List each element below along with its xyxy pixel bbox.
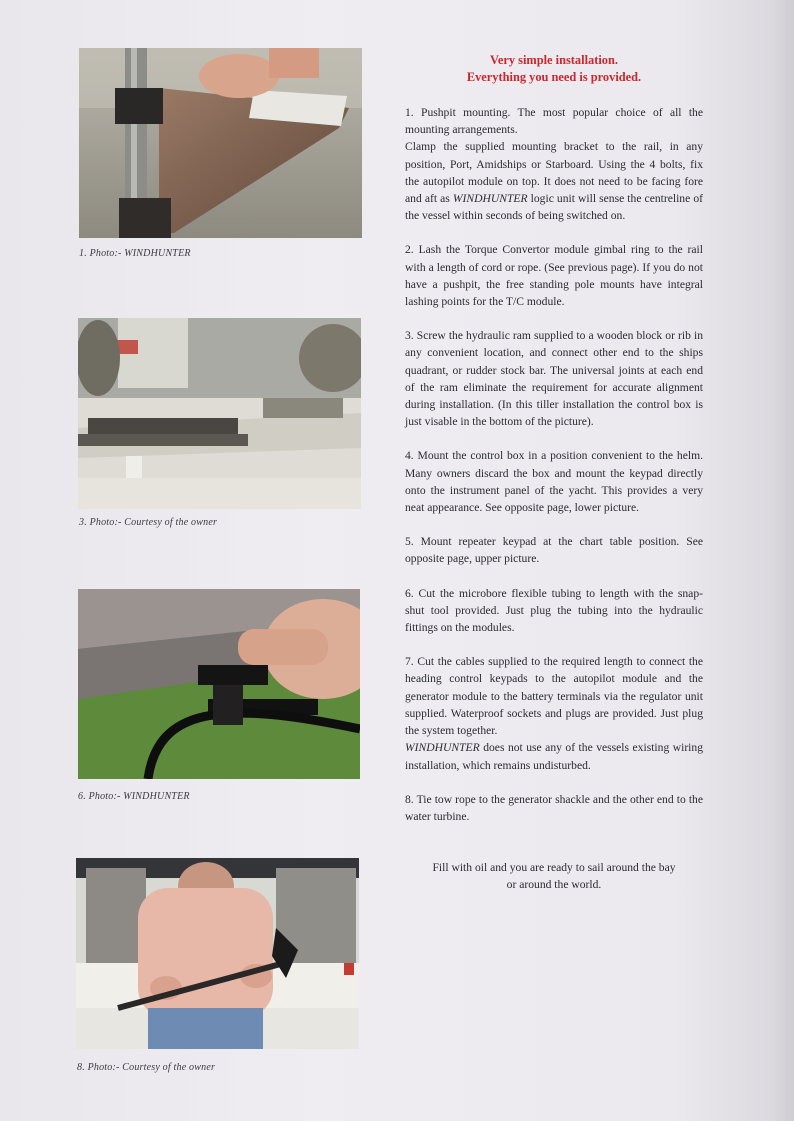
step-1-text-3: logic unit will sense the centreline of the vessel within seconds of being switched on. xyxy=(405,192,703,223)
step-3: 3. Screw the hydraulic ram supplied to a wooden block or rib in any convenient location, and connect other end to the ships quadrant, or rudder stock bar. The universal joints at each end of the ram eliminate the requirement for accurate alignment during installation. (In this tiller installation the control box is just visable in the bottom of the picture). xyxy=(405,329,703,429)
step-7-text-3: does not use any of the vessels existing wiring installation, which remains undisturbed. xyxy=(405,741,703,772)
photo-pushpit-bracket xyxy=(79,48,362,238)
snap-shut-tool-photo-icon xyxy=(78,589,360,779)
heading-line-1: Very simple installation. xyxy=(490,53,618,67)
step-5: 5. Mount repeater keypad at the chart table position. See opposite page, upper picture. xyxy=(405,535,703,566)
closing-text xyxy=(405,859,703,893)
installation-text-column xyxy=(405,52,703,893)
heading-line-2: Everything you need is provided. xyxy=(466,69,642,84)
step-1-brand: WINDHUNTER xyxy=(452,192,528,206)
installation-heading xyxy=(405,52,703,85)
photo-caption-3: 3. Photo:- Courtesy of the owner xyxy=(79,517,218,528)
step-2: 2. Lash the Torque Convertor module gimbal ring to the rail with a length of cord or rope. (See previous page). If you do not have a pushpit, the free standing pole mounts have integral lashing points for the T/C module. xyxy=(405,243,703,309)
photo-water-turbine xyxy=(76,858,359,1049)
photo-caption-8: 8. Photo:- Courtesy of the owner xyxy=(77,1062,216,1073)
step-4: 4. Mount the control box in a position convenient to the helm. Many owners discard the box and mount the keypad directly onto the instrument panel of the yacht. This provides a very neat appearance. See opposite page, lower picture. xyxy=(405,449,703,515)
step-1 xyxy=(405,104,703,224)
step-1-text-2: Clamp the supplied mounting bracket to the rail, in any position, Port, Amidships or Starboard. Using the 4 bolts, fix the autopilot module on top. It does not need to be facing fore and aft as xyxy=(405,140,703,206)
step-8: 8. Tie tow rope to the generator shackle and the other end to the water turbine. xyxy=(405,792,703,823)
pushpit-bracket-photo-icon xyxy=(79,48,362,238)
photo-snap-shut-tool xyxy=(78,589,360,779)
photo-caption-1: 1. Photo:- WINDHUNTER xyxy=(79,248,191,259)
step-6: 6. Cut the microbore flexible tubing to length with the snap-shut tool provided. Just plug the tubing into the hydraulic fittings on the modules. xyxy=(405,586,703,635)
step-7-text: 7. Cut the cables supplied to the required length to connect the heading control keypads to the autopilot module and the generator module to the battery terminals via the regulator unit supplied. Waterproof sockets and plugs are provided. Just plug the system together. xyxy=(405,655,703,738)
photo-caption-6: 6. Photo:- WINDHUNTER xyxy=(78,791,190,802)
tiller-installation-photo-icon xyxy=(78,318,361,509)
step-7-brand: WINDHUNTER xyxy=(405,741,480,755)
closing-line-1: Fill with oil and you are ready to sail around the bay xyxy=(432,861,676,875)
closing-line-2: or around the world. xyxy=(506,878,602,892)
water-turbine-photo-icon xyxy=(76,858,359,1049)
step-7 xyxy=(405,653,703,773)
step-1-text: 1. Pushpit mounting. The most popular choice of all the mounting arrangements. xyxy=(405,106,703,137)
photo-tiller-installation xyxy=(78,318,361,509)
